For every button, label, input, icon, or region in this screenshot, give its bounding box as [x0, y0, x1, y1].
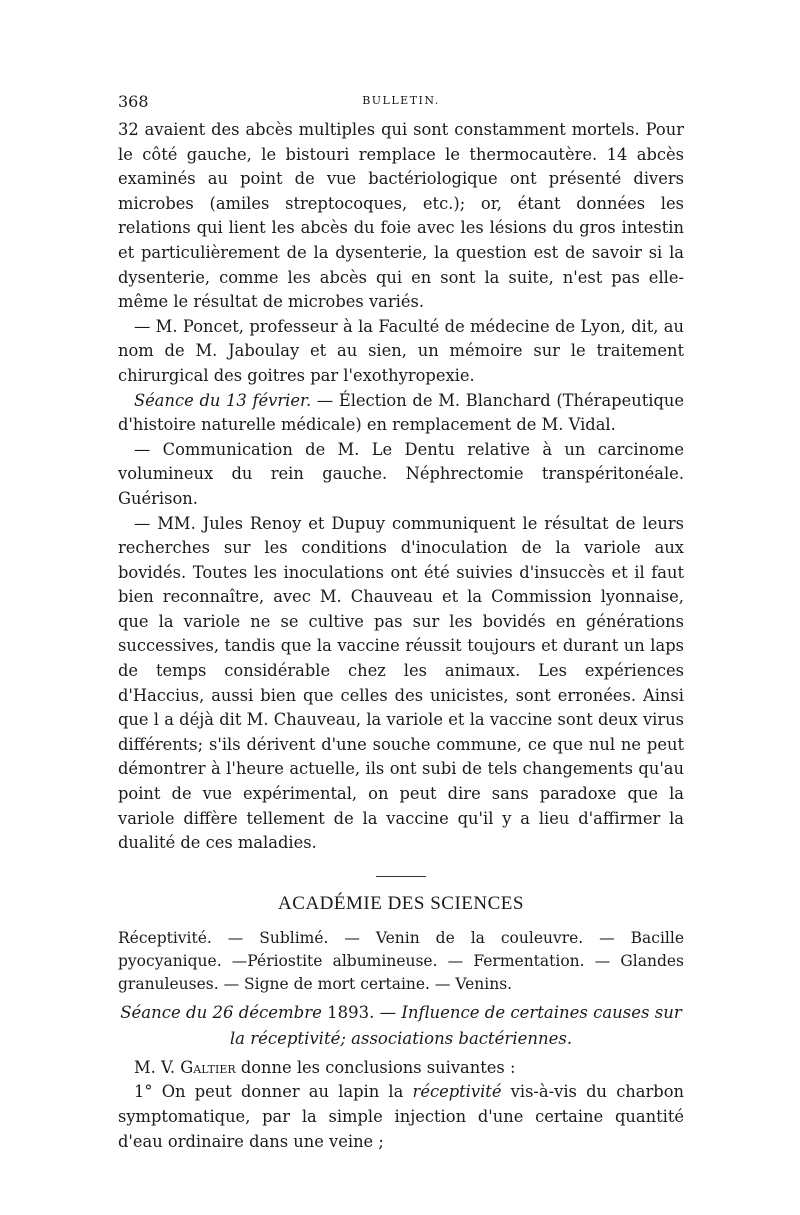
paragraph-renoy-dupuy: — MM. Jules Renoy et Dupuy communiquent le résultat de leurs recherches sur les conditions d'inoculation de la variole aux bovidés. Toutes les inoculations ont été suivies d'insuccès et il faut bien reconnaître, avec M. Chauveau et la Commission lyonnaise, que la variole ne se cultive pas sur les bovidés en générations successives, tandis que la vaccine réussit toujours et durant un laps de temps considérable chez les animaux. Les expériences d'Haccius, aussi bien que celles des unicistes, sont erronées. Ainsi que l a déjà dit M. Chauveau, la variole et la vaccine sont deux virus différents; s'ils dérivent d'une souche commune, ce que nul ne peut démontrer à l'heure actuelle, ils ont subi de tels changements qu'au point de vue expérimental, on peut dire sans paradoxe que la variole diffère tellement de la vaccine qu'il y a lieu d'affirmer la dualité de ces maladies.	[118, 513, 684, 853]
seance-date-fevrier: Séance du 13 février.	[134, 390, 312, 410]
author-name-galtier: Galtier	[180, 1057, 236, 1077]
seance-heading	[118, 1000, 684, 1052]
paragraph-seance-fevrier	[118, 389, 684, 438]
page-content	[118, 92, 684, 1154]
seance-title: Influence de certaines causes sur la réceptivité; associations bactériennes.	[229, 1002, 682, 1048]
galtier-rest: donne les conclusions suivantes :	[235, 1057, 516, 1077]
section-summary: Réceptivité. — Sublimé. — Venin de la couleuvre. — Bacille pyocyanique. —Périostite albumineuse. — Fermentation. — Glandes granuleuses. — Signe de mort certaine. — Venins.	[118, 928, 684, 993]
section-title: ACADÉMIE DES SCIENCES	[278, 892, 524, 914]
running-title: BULLETIN.	[362, 94, 440, 107]
term-receptivite: réceptivité	[412, 1082, 502, 1102]
seance-year: 1893. —	[321, 1002, 402, 1022]
conclusion-1-end: vis-à-vis du charbon symptomatique, par la simple injection d'une certaine quantité d'eau ordinaire dans une veine ;	[118, 1082, 684, 1151]
paragraph-abces: 32 avaient des abcès multiples qui sont constamment mortels. Pour le côté gauche, le bistouri remplace le thermocautère. 14 abcès examinés au point de vue bactériologique ont présenté divers microbes (amiles streptocoques, etc.); or, étant données les relations qui lient les abcès du foie avec les lésions du gros intestin et particulièrement de la dysenterie, la question est de savoir si la dysenterie, comme les abcès qui en sont la suite, n'est pas elle-même le résultat de microbes variés.	[118, 120, 684, 312]
paragraph-galtier	[118, 1056, 684, 1081]
page-header	[118, 92, 684, 118]
paragraph-conclusion-1	[118, 1080, 684, 1154]
seance-fevrier-text: — Élection de M. Blanchard (Thérapeutique d'histoire naturelle médicale) en remplacement de M. Vidal.	[118, 390, 684, 435]
conclusion-1-start: 1° On peut donner au lapin la	[134, 1082, 413, 1102]
seance-date-decembre: Séance du 26 décembre	[120, 1002, 322, 1022]
galtier-prefix: M. V.	[134, 1057, 181, 1077]
page-number: 368	[118, 92, 149, 111]
paragraph-le-dentu: — Communication de M. Le Dentu relative à un carcinome volumineux du rein gauche. Néphrectomie transpéritonéale. Guérison.	[118, 439, 684, 508]
paragraph-poncet: — M. Poncet, professeur à la Faculté de médecine de Lyon, dit, au nom de M. Jaboulay et au sien, un mémoire sur le traitement chirurgical des goitres par l'exothyropexie.	[118, 316, 684, 385]
section-divider	[376, 876, 426, 877]
